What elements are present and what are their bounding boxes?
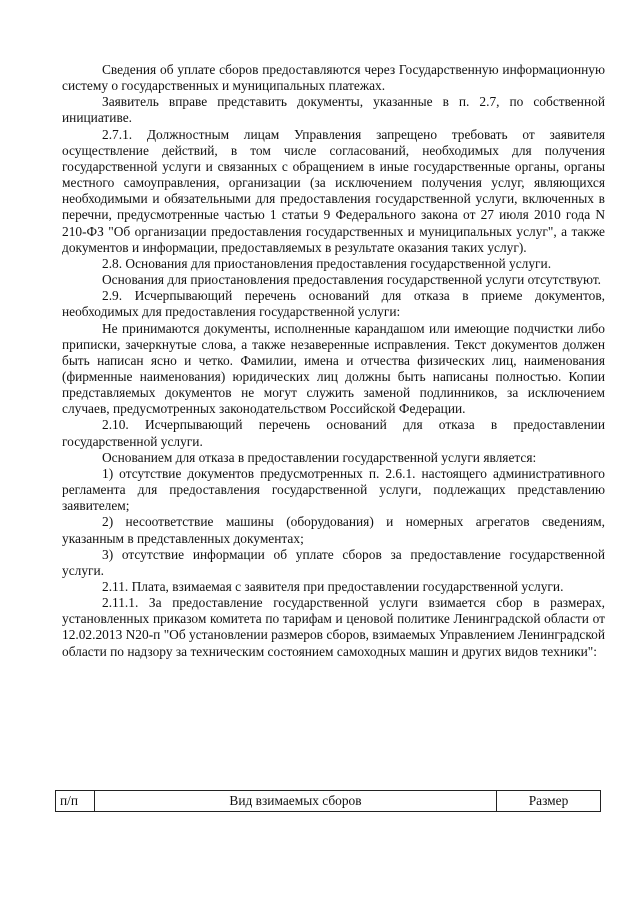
paragraph: 2.11.1. За предоставление государственной услуги взимается сбор в размерах, установленных приказом комитета по тарифам и ценовой политике Ленинградской области от 12.02.2013 N20-п "Об установлении размеров сборов, взимаемых Управлением Ленинградской области по надзору за техническим состоянием самоходных машин и других видов техники": <box>62 595 605 659</box>
paragraph: 2.11. Плата, взимаемая с заявителя при предоставлении государственной услуги. <box>102 579 564 594</box>
table-header-row <box>56 791 601 812</box>
paragraph: Сведения об уплате сборов предоставляются через Государственную информационную систему о государственных и муниципальных платежах. <box>62 62 605 94</box>
paragraph: 2.8. Основания для приостановления предоставления государственной услуги. <box>102 255 552 271</box>
paragraph: 2.9. Исчерпывающий перечень оснований для отказа в приеме документов, необходимых для предоставления государственной услуги: <box>62 288 605 320</box>
column-header-number: п/п <box>56 791 95 812</box>
document-body <box>62 62 605 660</box>
paragraph: Основанием для отказа в предоставлении государственной услуги является: <box>102 449 537 465</box>
column-header-amount: Размер <box>497 791 601 812</box>
paragraph: 2) несоответствие машины (оборудования) и номерных агрегатов сведениям, указанным в представленных документах; <box>62 514 605 546</box>
paragraph: 1) отсутствие документов предусмотренных п. 2.6.1. настоящего административного регламента для предоставления государственной услуги, подлежащих представлению заявителем; <box>62 465 605 514</box>
paragraph: Заявитель вправе представить документы, указанные в п. 2.7, по собственной инициативе. <box>62 94 605 126</box>
column-header-fee-type: Вид взимаемых сборов <box>95 791 497 812</box>
paragraph: Не принимаются документы, исполненные карандашом или имеющие подчистки либо приписки, зачеркнутые слова, а также незаверенные исправления. Текст документов должен быть написан ясно и четко. Фамилии, имена и отчества физических лиц, наименования (фирменные наименования) юридических лиц должны быть написаны полностью. Копии представляемых документов не могут служить заменой подлинников, за исключением случаев, предусмотренных законодательством Российской Федерации. <box>62 320 605 417</box>
paragraph: 2.10. Исчерпывающий перечень оснований для отказа в предоставлении государственной услуги. <box>62 417 605 449</box>
paragraph: Основания для приостановления предоставления государственной услуги отсутствуют. <box>102 272 602 288</box>
paragraph: 2.7.1. Должностным лицам Управления запрещено требовать от заявителя осуществление действий, в том числе согласований, необходимых для получения государственной услуги и связанных с обращением в иные государственные органы, органы местного самоуправления, организации (за исключением получения услуг, являющихся необходимыми и обязательными для предоставления государственной услуги, включенных в перечни, предусмотренные частью 1 статьи 9 Федерального закона от 27 июля 2010 года N 210-ФЗ "Об организации предоставления государственных и муниципальных услуг", а также документов и информации, предоставляемых в результате оказания таких услуг). <box>62 126 605 255</box>
paragraph: 3) отсутствие информации об уплате сборов за предоставление государственной услуги. <box>62 546 605 578</box>
fee-table <box>55 790 601 812</box>
